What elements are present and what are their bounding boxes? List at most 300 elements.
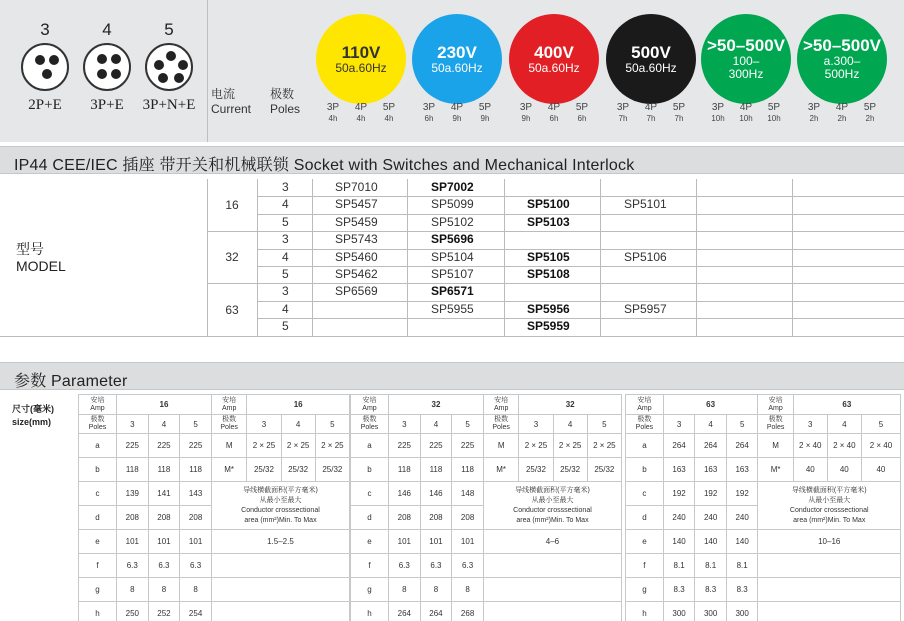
dimension-value: 8.3 bbox=[695, 578, 727, 602]
clock-hour: 7h bbox=[674, 114, 684, 123]
dimension-value: 225 bbox=[116, 434, 148, 458]
size-label-en: size(mm) bbox=[12, 417, 52, 427]
dimension-value: 143 bbox=[180, 482, 212, 506]
dimension-value: 163 bbox=[663, 458, 695, 482]
pole-count: 4P bbox=[354, 102, 368, 113]
socket-row bbox=[257, 318, 904, 335]
amp-header-en: Amp bbox=[90, 404, 105, 412]
socket-title-bar bbox=[0, 146, 904, 174]
model-code: SP5955 bbox=[431, 301, 474, 316]
m-value: 2 × 25 bbox=[247, 434, 281, 458]
dimension-letter: h bbox=[626, 602, 664, 621]
amp-header-en: Amp bbox=[768, 404, 783, 412]
dimension-value: 101 bbox=[452, 530, 484, 554]
amp-header-cn: 安培 bbox=[637, 396, 652, 404]
model-code: SP5457 bbox=[335, 197, 378, 212]
conductor-note bbox=[211, 482, 349, 530]
dimension-letter: g bbox=[626, 578, 664, 602]
voltage-badge bbox=[701, 14, 791, 123]
conductor-note-line: Conductor crosssectional bbox=[241, 506, 320, 514]
clock-hour: 6h bbox=[424, 114, 434, 123]
empty-cell bbox=[483, 602, 621, 621]
m-star-label: M* bbox=[758, 458, 793, 482]
pole-count: 3P bbox=[519, 102, 533, 113]
pole-count: 4 bbox=[282, 301, 289, 316]
size-label bbox=[12, 403, 54, 429]
conductor-note-line: area (mm²)Min. To Max bbox=[516, 516, 589, 524]
dimension-value: 192 bbox=[695, 482, 727, 506]
poles-header bbox=[351, 415, 389, 434]
model-code: SP7002 bbox=[431, 180, 474, 194]
frequency-value: 50a.60Hz bbox=[431, 60, 483, 75]
amp-header bbox=[483, 395, 518, 415]
plug-pin-count: 5 bbox=[164, 20, 174, 39]
poles-header-cn: 极数 bbox=[637, 416, 652, 423]
pin-icon bbox=[97, 54, 107, 64]
dimension-letter: f bbox=[626, 554, 664, 578]
voltage-value: 400V bbox=[534, 42, 574, 62]
grid-line bbox=[0, 336, 904, 337]
poles-header-cn: 极数 bbox=[768, 416, 783, 423]
dimension-letter: c bbox=[626, 482, 664, 506]
pole-hours bbox=[797, 102, 887, 124]
current-label-en: Current bbox=[211, 102, 252, 116]
dimension-letter: a bbox=[351, 434, 389, 458]
dimension-value: 118 bbox=[452, 458, 484, 482]
plug-config-label: 3P+N+E bbox=[142, 97, 196, 113]
frequency-value: 100– bbox=[732, 54, 760, 68]
dimension-value: 8 bbox=[452, 578, 484, 602]
pin-icon bbox=[166, 51, 176, 61]
size-label-cn: 尺寸(毫米) bbox=[12, 404, 54, 414]
dimension-value: 163 bbox=[726, 458, 758, 482]
pole-column-header: 4 bbox=[148, 415, 180, 434]
empty-cell bbox=[483, 578, 621, 602]
m-label: M bbox=[483, 434, 518, 458]
model-code: SP5462 bbox=[335, 267, 378, 281]
clock-hour: 10h bbox=[767, 114, 781, 123]
voltage-circle bbox=[316, 14, 406, 104]
m-value: 2 × 25 bbox=[315, 434, 349, 458]
frequency-value: 50a.60Hz bbox=[335, 60, 387, 75]
current-label-cn: 电流 bbox=[211, 87, 236, 101]
frequency-value: 500Hz bbox=[824, 67, 860, 81]
poles-header-en: Poles bbox=[360, 424, 379, 431]
amp-header-en: Amp bbox=[362, 404, 377, 412]
conductor-note bbox=[483, 482, 621, 530]
poles-label-cn: 极数 bbox=[270, 87, 295, 101]
amp-header bbox=[79, 395, 117, 415]
pin-icon bbox=[178, 60, 188, 70]
dimension-value: 240 bbox=[726, 506, 758, 530]
dimension-value: 300 bbox=[726, 602, 758, 621]
plug-3-pin bbox=[15, 20, 75, 113]
dimension-value: 225 bbox=[452, 434, 484, 458]
parameter-title-bar bbox=[0, 362, 904, 390]
m-star-value: 25/32 bbox=[315, 458, 349, 482]
dimension-value: 268 bbox=[452, 602, 484, 621]
empty-cell bbox=[483, 554, 621, 578]
m-star-value: 25/32 bbox=[519, 458, 553, 482]
poles-header bbox=[211, 415, 246, 434]
amp-header-cn: 安培 bbox=[90, 396, 105, 404]
model-code: SP5959 bbox=[527, 319, 570, 334]
dimension-letter: e bbox=[79, 530, 117, 554]
pole-hour-cell bbox=[707, 102, 729, 124]
pole-count: 4P bbox=[547, 102, 561, 113]
dimension-value: 254 bbox=[180, 602, 212, 621]
conductor-note-line: area (mm²)Min. To Max bbox=[244, 516, 317, 524]
empty-cell bbox=[758, 602, 901, 621]
dimension-letter: b bbox=[626, 458, 664, 482]
dimension-value: 8 bbox=[116, 578, 148, 602]
socket-row bbox=[257, 196, 904, 213]
conductor-range: 10–16 bbox=[758, 530, 901, 554]
pole-count: 3P bbox=[326, 102, 340, 113]
socket-row bbox=[257, 301, 904, 318]
plug-face-icon bbox=[83, 43, 131, 91]
pole-count: 5P bbox=[575, 102, 589, 113]
plug-config-label: 3P+E bbox=[90, 97, 124, 113]
dimension-value: 208 bbox=[388, 506, 420, 530]
socket-row bbox=[257, 231, 904, 248]
pole-count: 3 bbox=[282, 232, 289, 247]
dimension-letter: d bbox=[79, 506, 117, 530]
pole-count: 5 bbox=[282, 319, 289, 334]
m-value: 2 × 25 bbox=[587, 434, 621, 458]
pole-hour-cell bbox=[378, 102, 400, 124]
dimension-value: 240 bbox=[695, 506, 727, 530]
dimension-value: 118 bbox=[180, 458, 212, 482]
dimension-value: 118 bbox=[388, 458, 420, 482]
model-code: SP5956 bbox=[527, 301, 570, 316]
dimension-letter: f bbox=[351, 554, 389, 578]
amp-value: 16 bbox=[247, 395, 350, 415]
dimension-value: 8.1 bbox=[695, 554, 727, 578]
clock-hour: 2h bbox=[837, 114, 847, 123]
amp-value: 32 bbox=[388, 395, 483, 415]
m-star-label: M* bbox=[211, 458, 246, 482]
pole-hour-cell bbox=[446, 102, 468, 124]
dimension-value: 118 bbox=[116, 458, 148, 482]
pole-column-header: 4 bbox=[553, 415, 587, 434]
pole-column-header: 3 bbox=[388, 415, 420, 434]
dimension-value: 208 bbox=[452, 506, 484, 530]
parameter-table-32 bbox=[350, 394, 622, 621]
poles-label-en: Poles bbox=[270, 102, 301, 116]
m-value: 2 × 25 bbox=[553, 434, 587, 458]
pole-count: 3 bbox=[282, 180, 289, 194]
m-label: M bbox=[758, 434, 793, 458]
frequency-value: 300Hz bbox=[728, 67, 764, 81]
pole-hour-cell bbox=[322, 102, 344, 124]
empty-cell bbox=[211, 602, 349, 621]
dimension-value: 6.3 bbox=[148, 554, 180, 578]
model-label-cn: 型号 bbox=[16, 241, 44, 257]
dimension-value: 8.1 bbox=[726, 554, 758, 578]
pole-hour-cell bbox=[571, 102, 593, 124]
dimension-value: 8 bbox=[388, 578, 420, 602]
dimension-value: 264 bbox=[388, 602, 420, 621]
m-star-value: 40 bbox=[827, 458, 861, 482]
clock-hour: 10h bbox=[711, 114, 725, 123]
pole-column-header: 4 bbox=[695, 415, 727, 434]
model-code: SP5743 bbox=[335, 232, 378, 247]
dimension-value: 300 bbox=[695, 602, 727, 621]
pole-count: 5 bbox=[282, 214, 289, 229]
voltage-circle bbox=[606, 14, 696, 104]
pole-hour-cell bbox=[515, 102, 537, 124]
conductor-note-line: 从最小至最大 bbox=[808, 496, 851, 504]
poles-header bbox=[483, 415, 518, 434]
amp-header bbox=[211, 395, 246, 415]
clock-hour: 4h bbox=[356, 114, 366, 123]
dimension-value: 140 bbox=[663, 530, 695, 554]
dimension-value: 8 bbox=[148, 578, 180, 602]
pole-hour-cell bbox=[474, 102, 496, 124]
pin-icon bbox=[111, 54, 121, 64]
pole-count: 3P bbox=[422, 102, 436, 113]
dimension-value: 240 bbox=[663, 506, 695, 530]
empty-cell bbox=[211, 554, 349, 578]
dimension-value: 225 bbox=[388, 434, 420, 458]
poles-label bbox=[270, 87, 300, 117]
dimension-letter: d bbox=[626, 506, 664, 530]
plug-face-icon bbox=[145, 43, 193, 91]
dimension-value: 225 bbox=[180, 434, 212, 458]
dimension-value: 264 bbox=[726, 434, 758, 458]
amp-group-label: 16 bbox=[225, 198, 239, 213]
dimension-letter: e bbox=[626, 530, 664, 554]
pole-column-header: 5 bbox=[861, 415, 900, 434]
pole-column-header: 4 bbox=[827, 415, 861, 434]
conductor-note bbox=[758, 482, 901, 530]
header-divider bbox=[207, 0, 208, 142]
clock-hour: 9h bbox=[452, 114, 462, 123]
pole-column-header: 4 bbox=[281, 415, 315, 434]
m-star-value: 40 bbox=[793, 458, 827, 482]
voltage-value: 500V bbox=[631, 42, 671, 62]
socket-row bbox=[257, 283, 904, 300]
dimension-letter: g bbox=[79, 578, 117, 602]
socket-row bbox=[257, 214, 904, 231]
pole-hours bbox=[701, 102, 791, 124]
voltage-value: >50–500V bbox=[803, 36, 881, 55]
amp-header-cn: 安培 bbox=[768, 396, 783, 404]
dimension-value: 101 bbox=[180, 530, 212, 554]
pole-column-header: 3 bbox=[793, 415, 827, 434]
poles-header bbox=[758, 415, 793, 434]
m-value: 2 × 25 bbox=[281, 434, 315, 458]
amp-value: 32 bbox=[519, 395, 622, 415]
pole-hours bbox=[412, 102, 502, 124]
dimension-value: 6.3 bbox=[420, 554, 452, 578]
model-code: SP5957 bbox=[624, 301, 667, 316]
empty-cell bbox=[211, 578, 349, 602]
m-value: 2 × 40 bbox=[827, 434, 861, 458]
conductor-note-line: Conductor crosssectional bbox=[789, 506, 869, 514]
m-value: 2 × 25 bbox=[519, 434, 553, 458]
clock-hour: 2h bbox=[809, 114, 819, 123]
poles-header-cn: 极数 bbox=[362, 416, 377, 423]
dimension-letter: b bbox=[79, 458, 117, 482]
dimension-value: 192 bbox=[726, 482, 758, 506]
dimension-letter: h bbox=[351, 602, 389, 621]
pole-count: 4P bbox=[644, 102, 658, 113]
voltage-value: >50–500V bbox=[707, 36, 785, 55]
conductor-note-line: area (mm²)Min. To Max bbox=[793, 516, 866, 524]
pole-hour-cell bbox=[763, 102, 785, 124]
empty-cell bbox=[758, 554, 901, 578]
pole-count: 5P bbox=[382, 102, 396, 113]
dimension-value: 208 bbox=[116, 506, 148, 530]
dimension-value: 225 bbox=[420, 434, 452, 458]
dimension-value: 264 bbox=[420, 602, 452, 621]
dimension-value: 264 bbox=[663, 434, 695, 458]
m-star-value: 40 bbox=[861, 458, 900, 482]
socket-row bbox=[257, 179, 904, 196]
pole-count: 5P bbox=[767, 102, 781, 113]
dimension-letter: a bbox=[626, 434, 664, 458]
m-star-value: 25/32 bbox=[247, 458, 281, 482]
voltage-badge bbox=[412, 14, 502, 123]
pole-hour-cell bbox=[543, 102, 565, 124]
amp-header-cn: 安培 bbox=[222, 396, 237, 404]
model-code: SP6569 bbox=[335, 284, 378, 299]
amp-header-cn: 安培 bbox=[362, 396, 377, 404]
conductor-note-line: 导线横截面积(平方毫米) bbox=[243, 486, 318, 494]
conductor-note-line: Conductor crosssectional bbox=[513, 506, 592, 514]
pole-column-header: 5 bbox=[587, 415, 621, 434]
m-star-value: 25/32 bbox=[553, 458, 587, 482]
clock-hour: 6h bbox=[549, 114, 559, 123]
model-code: SP5106 bbox=[624, 249, 667, 264]
amp-group-label: 32 bbox=[225, 250, 239, 265]
parameter-title: 参数 Parameter bbox=[14, 373, 128, 390]
pole-hour-cell bbox=[735, 102, 757, 124]
poles-header-en: Poles bbox=[492, 424, 510, 431]
poles-header-cn: 极数 bbox=[494, 416, 509, 423]
pole-column-header: 3 bbox=[247, 415, 281, 434]
dimension-value: 225 bbox=[148, 434, 180, 458]
plug-pin-count: 4 bbox=[102, 20, 112, 39]
pin-icon bbox=[35, 55, 45, 65]
dimension-value: 250 bbox=[116, 602, 148, 621]
conductor-range: 4–6 bbox=[483, 530, 621, 554]
pole-hour-cell bbox=[668, 102, 690, 124]
m-star-value: 25/32 bbox=[281, 458, 315, 482]
socket-row bbox=[257, 266, 904, 283]
dimension-letter: g bbox=[351, 578, 389, 602]
model-code: SP5104 bbox=[431, 249, 474, 264]
poles-header-en: Poles bbox=[635, 424, 654, 431]
m-label: M bbox=[211, 434, 246, 458]
dimension-value: 208 bbox=[420, 506, 452, 530]
dimension-value: 118 bbox=[148, 458, 180, 482]
dimension-value: 146 bbox=[420, 482, 452, 506]
pin-icon bbox=[49, 55, 59, 65]
poles-header bbox=[79, 415, 117, 434]
dimension-value: 101 bbox=[388, 530, 420, 554]
socket-table bbox=[0, 179, 904, 337]
pole-count: 5P bbox=[478, 102, 492, 113]
frequency-value: a.300– bbox=[823, 54, 861, 68]
pole-column-header: 5 bbox=[726, 415, 758, 434]
dimension-value: 140 bbox=[695, 530, 727, 554]
pole-count: 5 bbox=[282, 267, 289, 281]
socket-row bbox=[257, 249, 904, 266]
model-code: SP6571 bbox=[431, 284, 474, 299]
pole-count: 3P bbox=[616, 102, 630, 113]
dimension-value: 208 bbox=[180, 506, 212, 530]
conductor-range: 1.5–2.5 bbox=[211, 530, 349, 554]
pole-column-header: 3 bbox=[116, 415, 148, 434]
dimension-value: 300 bbox=[663, 602, 695, 621]
pole-hour-cell bbox=[418, 102, 440, 124]
pole-column-header: 5 bbox=[452, 415, 484, 434]
poles-header-en: Poles bbox=[766, 424, 785, 431]
pole-hour-cell bbox=[831, 102, 853, 124]
clock-hour: 2h bbox=[865, 114, 875, 123]
clock-hour: 6h bbox=[577, 114, 587, 123]
dimension-letter: h bbox=[79, 602, 117, 621]
model-code: SP5108 bbox=[527, 267, 570, 281]
conductor-note-line: 导线横截面积(平方毫米) bbox=[791, 486, 867, 494]
m-star-value: 25/32 bbox=[587, 458, 621, 482]
dimension-value: 6.3 bbox=[180, 554, 212, 578]
pole-count: 4 bbox=[282, 249, 289, 264]
pole-hour-cell bbox=[803, 102, 825, 124]
pin-icon bbox=[97, 69, 107, 79]
dimension-value: 101 bbox=[148, 530, 180, 554]
model-code: SP5459 bbox=[335, 214, 378, 229]
amp-header-en: Amp bbox=[637, 404, 652, 412]
pole-count: 3P bbox=[711, 102, 725, 113]
dimension-letter: c bbox=[351, 482, 389, 506]
pole-column-header: 5 bbox=[315, 415, 349, 434]
model-code: SP5107 bbox=[431, 267, 474, 281]
pole-count: 4P bbox=[450, 102, 464, 113]
dimension-value: 8.3 bbox=[726, 578, 758, 602]
dimension-letter: b bbox=[351, 458, 389, 482]
parameter-table-16 bbox=[78, 394, 350, 621]
voltage-badge bbox=[509, 14, 599, 123]
dimension-value: 192 bbox=[663, 482, 695, 506]
m-value: 2 × 40 bbox=[861, 434, 900, 458]
voltage-badge bbox=[606, 14, 696, 123]
plug-pin-count: 3 bbox=[40, 20, 50, 39]
pin-icon bbox=[154, 60, 164, 70]
dimension-value: 101 bbox=[420, 530, 452, 554]
pole-hour-cell bbox=[859, 102, 881, 124]
dimension-value: 252 bbox=[148, 602, 180, 621]
pole-count: 4P bbox=[835, 102, 849, 113]
parameter-table-63 bbox=[625, 394, 901, 621]
dimension-value: 101 bbox=[116, 530, 148, 554]
plug-face-icon bbox=[21, 43, 69, 91]
pole-hour-cell bbox=[640, 102, 662, 124]
amp-value: 63 bbox=[663, 395, 758, 415]
pole-column-header: 3 bbox=[663, 415, 695, 434]
dimension-value: 118 bbox=[420, 458, 452, 482]
model-label bbox=[16, 241, 66, 275]
pole-hours bbox=[606, 102, 696, 124]
poles-header-en: Poles bbox=[88, 424, 107, 431]
dimension-value: 8 bbox=[420, 578, 452, 602]
conductor-note-line: 从最小至最大 bbox=[531, 496, 574, 504]
amp-header bbox=[626, 395, 664, 415]
model-code: SP7010 bbox=[335, 180, 378, 194]
